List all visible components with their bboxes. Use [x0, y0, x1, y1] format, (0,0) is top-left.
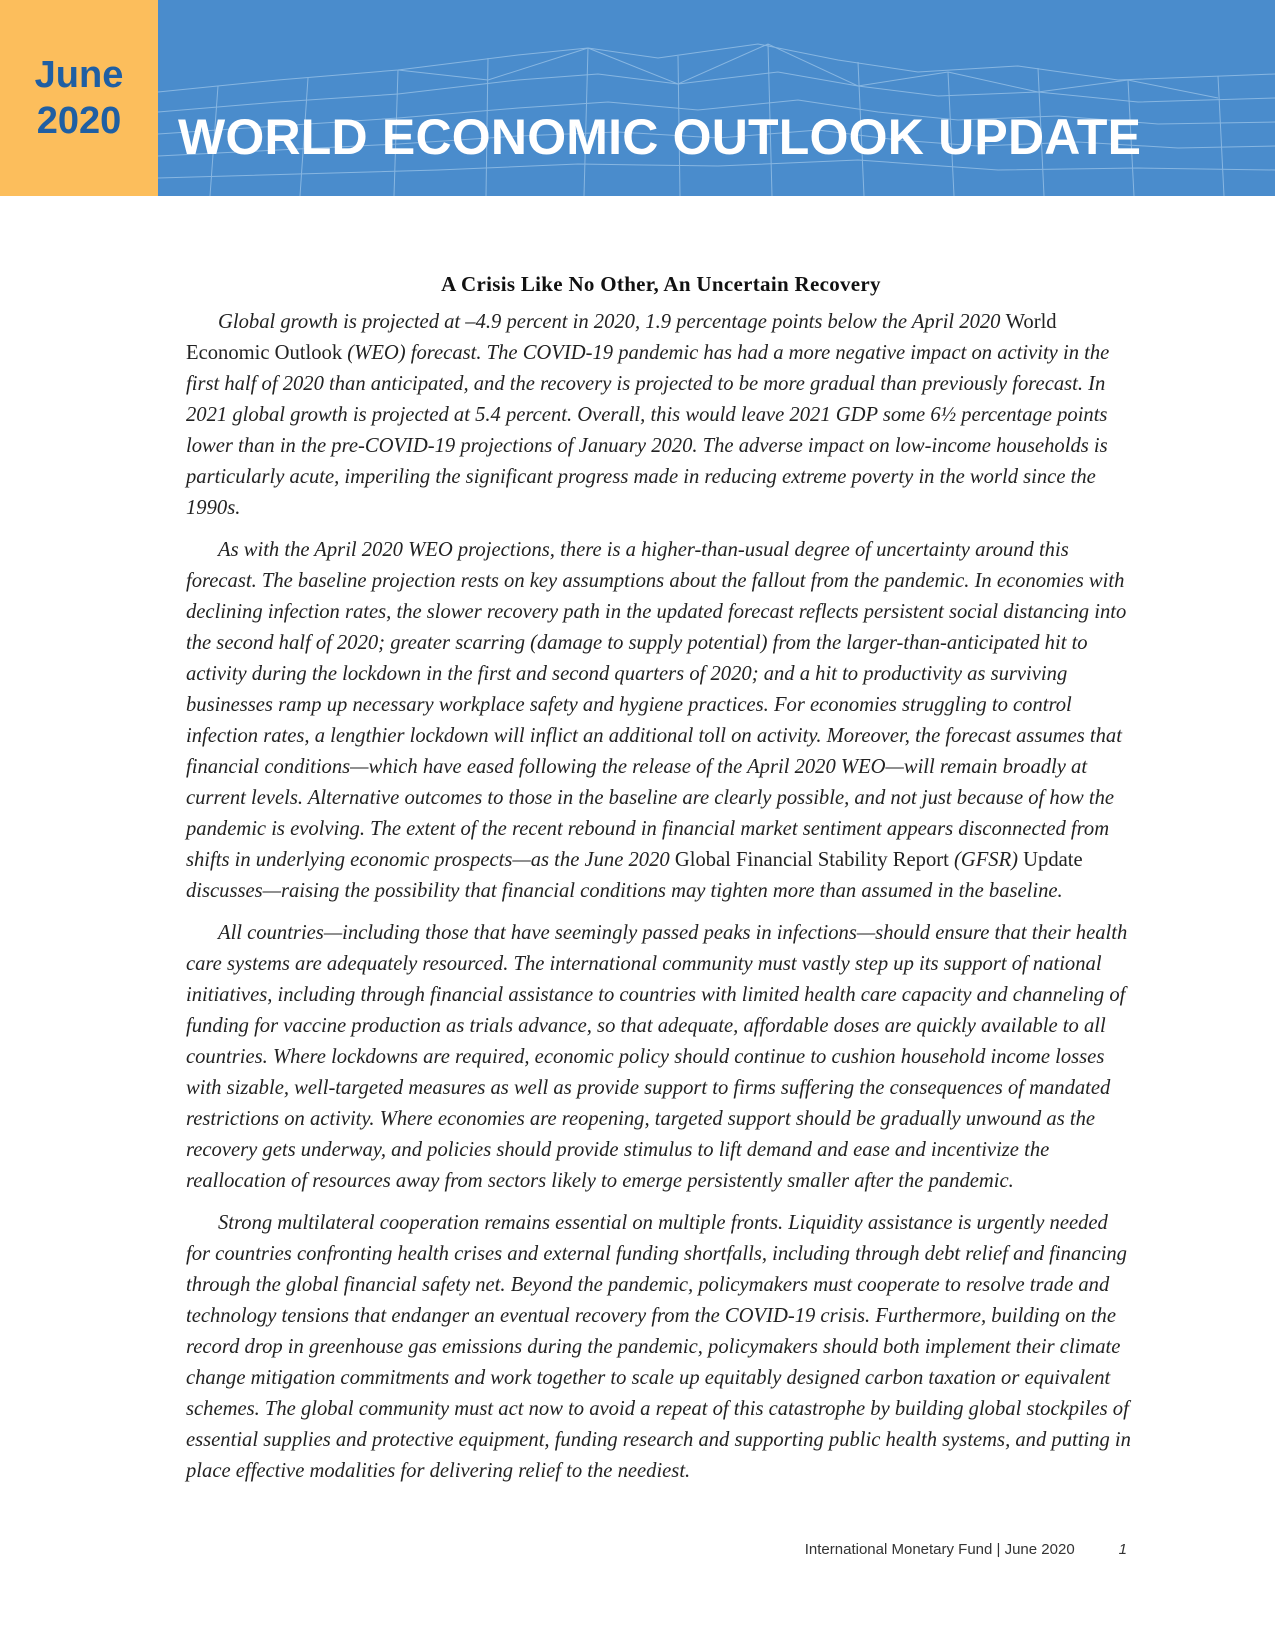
p1-text-c: (WEO) forecast. The COVID-19 pandemic has had a more negative impact on activity in the first half of 2020 than anticipated, and the recovery is projected to be more gradual than previously forecast. In 2021 global growth is projected at 5.4 percent. Overall, this would leave 2021 GDP some 6½ percentage points lower than in the pre-COVID-19 projections of January 2020. The adverse impact on low-income households is particularly acute, imperiling the significant progress made in reducing extreme poverty in the world since the 1990s. — [186, 342, 1110, 519]
paragraph-1 — [186, 307, 1136, 524]
publication-title: WORLD ECONOMIC OUTLOOK UPDATE — [178, 109, 1142, 165]
banner-wireframe-graphic — [158, 0, 1275, 196]
paragraph-4: Strong multilateral cooperation remains essential on multiple fronts. Liquidity assistance is urgently needed for countries confronting health crises and external funding shortfalls, including through debt relief and financing through the global financial safety net. Beyond the pandemic, policymakers must cooperate to resolve trade and technology tensions that endanger an eventual recovery from the COVID-19 crisis. Furthermore, building on the record drop in greenhouse gas emissions during the pandemic, policymakers should both implement their climate change mitigation commitments and work together to scale up equitably designed carbon taxation or equivalent schemes. The global community must act now to avoid a repeat of this catastrophe by building global stockpiles of essential supplies and protective equipment, funding research and supporting public health systems, and putting in place effective modalities for delivering relief to the neediest. — [186, 1212, 1131, 1482]
issue-date-box — [0, 0, 158, 196]
page-footer — [805, 1541, 1127, 1558]
p2-update-word: Update — [1023, 849, 1083, 871]
p2-text-e: discusses—raising the possibility that financial conditions may tighten more than assumed in the baseline. — [186, 880, 1063, 902]
header-banner — [158, 0, 1275, 196]
document-body — [186, 272, 1136, 1498]
page-number: 1 — [1118, 1541, 1127, 1558]
paragraph-3: All countries—including those that have seemingly passed peaks in infections—should ensure that their health care systems are adequately resourced. The international community must vastly step up its support of national initiatives, including through financial assistance to countries with limited health care capacity and channeling of funding for vaccine production as trials advance, so that adequate, affordable doses are quickly available to all countries. Where lockdowns are required, economic policy should continue to cushion household income losses with sizable, well-targeted measures as well as provide support to firms suffering the consequences of mandated restrictions on activity. Where economies are reopening, targeted support should be gradually unwound as the recovery gets underway, and policies should provide stimulus to lift demand and ease and incentivize the reallocation of resources away from sectors likely to emerge persistently smaller after the pandemic. — [186, 922, 1128, 1192]
issue-year: 2020 — [36, 100, 122, 142]
footer-source: International Monetary Fund | June 2020 — [804, 1541, 1075, 1558]
p1-weo-title: World Economic Outlook — [186, 311, 1057, 364]
document-title: A Crisis Like No Other, An Uncertain Recovery — [441, 272, 881, 296]
p2-gfsr-title: Global Financial Stability Report — [674, 849, 949, 871]
issue-month: June — [34, 54, 124, 96]
paragraph-2 — [186, 535, 1136, 907]
p2-text-c: (GFSR) — [948, 849, 1024, 871]
p2-text-a: As with the April 2020 WEO projections, there is a higher-than-usual degree of uncertainty around this forecast. The baseline projection rests on key assumptions about the fallout from the pandemic. In economies with declining infection rates, the slower recovery path in the updated forecast reflects persistent social distancing into the second half of 2020; greater scarring (damage to supply potential) from the larger-than-anticipated hit to activity during the lockdown in the first and second quarters of 2020; and a hit to productivity as surviving businesses ramp up necessary workplace safety and hygiene practices. For economies struggling to control infection rates, a lengthier lockdown will inflict an additional toll on activity. Moreover, the forecast assumes that financial conditions—which have eased following the release of the April 2020 WEO—will remain broadly at current levels. Alternative outcomes to those in the baseline are clearly possible, and not just because of how the pandemic is evolving. The extent of the recent rebound in financial market sentiment appears disconnected from shifts in underlying economic prospects—as the June 2020 — [186, 539, 1127, 871]
p1-text-a: Global growth is projected at –4.9 percent in 2020, 1.9 percentage points below the April 2020 — [218, 311, 1006, 333]
